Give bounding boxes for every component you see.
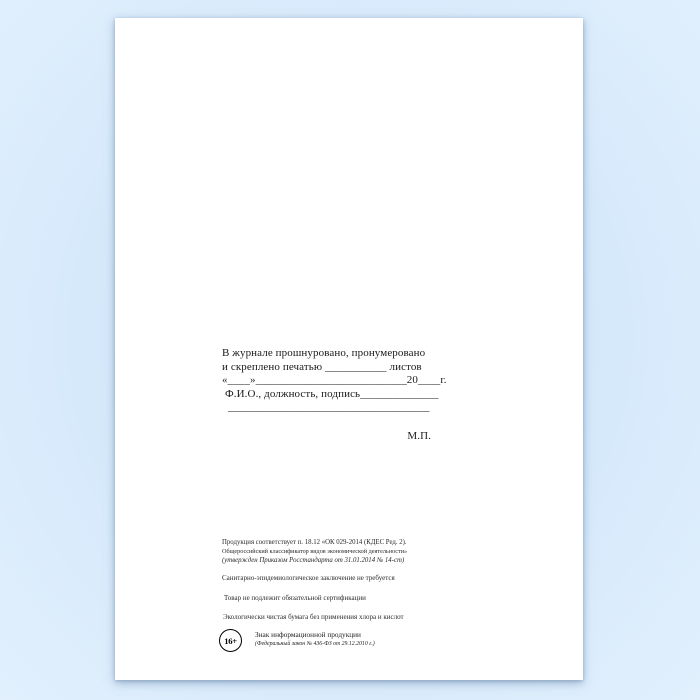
binding-line-4: Ф.И.О., должность, подпись______________ <box>225 387 439 400</box>
binding-certification-block <box>222 347 447 444</box>
age-mark-row <box>219 629 375 652</box>
age-mark-law-reference: (Федеральный закон № 436-ФЗ от 29.12.2010 г.) <box>255 640 375 647</box>
seal-place-label: М.П. <box>407 429 431 442</box>
compliance-note <box>222 538 452 565</box>
compliance-line-2: Общероссийский классификатор видов экономической деятельности» <box>222 548 408 555</box>
compliance-line-3: (утвержден Приказом Росстандарта от 31.01.2014 № 14-ст) <box>222 557 405 564</box>
statement-sanitary: Санитарно-эпидемиологическое заключение не требуется <box>222 574 395 582</box>
journal-back-page <box>115 18 583 680</box>
binding-line-2: и скреплено печатью ___________ листов <box>222 360 422 373</box>
statement-eco-paper: Экологически чистая бумага без применения хлора и кислот <box>223 613 404 621</box>
age-16-plus-icon: 16+ <box>219 629 242 652</box>
binding-line-3: «____»___________________________20____г. <box>222 374 447 387</box>
age-mark-text <box>255 631 375 648</box>
binding-line-1: В журнале прошнуровано, пронумеровано <box>222 347 426 359</box>
age-mark-title: Знак информационной продукции <box>255 630 361 639</box>
binding-line-5: ____________________________________ <box>228 401 430 414</box>
compliance-line-1: Продукция соответствует п. 18.12 «ОК 029-2014 (КДЕС Ред. 2). <box>222 539 407 546</box>
statement-certification: Товар не подлежит обязательной сертификации <box>224 593 366 602</box>
certification-statements <box>222 575 462 634</box>
